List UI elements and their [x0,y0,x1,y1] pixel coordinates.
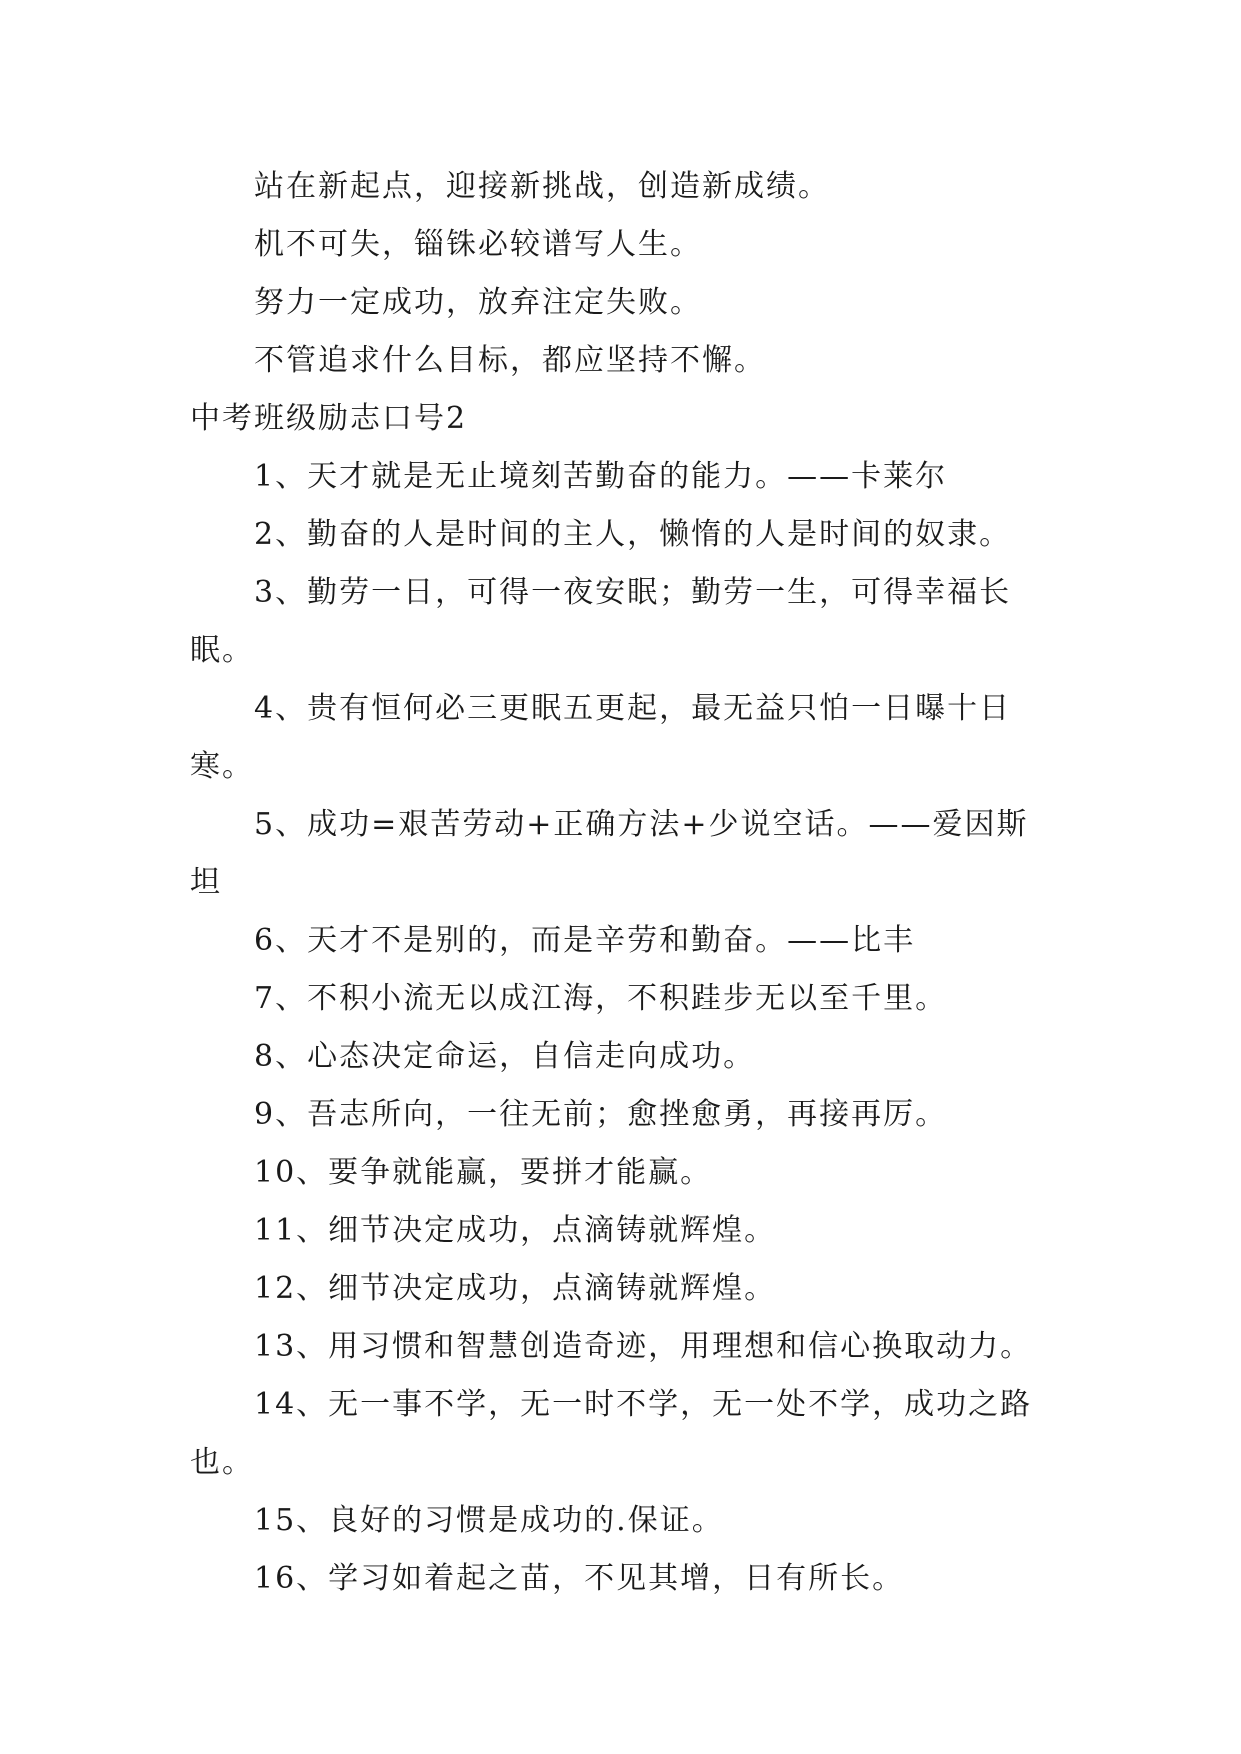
slogan-item: 10、要争就能赢，要拼才能赢。 [254,1155,713,1190]
slogan-item: 3、勤劳一日，可得一夜安眠；勤劳一生，可得幸福长眠。 [190,575,1012,668]
intro-line: 站在新起点，迎接新挑战，创造新成绩。 [254,169,830,204]
slogan-item: 1、天才就是无止境刻苦勤奋的能力。——卡莱尔 [254,459,948,494]
slogan-item: 9、吾志所向，一往无前；愈挫愈勇，再接再厉。 [254,1097,948,1132]
intro-line: 机不可失，锱铢必较谱写人生。 [254,227,702,262]
slogan-item: 16、学习如着起之苗，不见其增，日有所长。 [254,1561,905,1596]
slogan-item: 8、心态决定命运，自信走向成功。 [254,1039,756,1074]
slogan-item: 12、细节决定成功，点滴铸就辉煌。 [254,1271,777,1306]
document-body [190,158,1050,1608]
section-title: 中考班级励志口号2 [190,401,468,436]
slogan-item: 14、无一事不学，无一时不学，无一处不学，成功之路也。 [190,1387,1033,1480]
slogan-item: 6、天才不是别的，而是辛劳和勤奋。——比丰 [254,923,916,958]
slogan-item: 5、成功=艰苦劳动+正确方法+少说空话。——爱因斯坦 [190,807,1029,900]
slogan-item: 2、勤奋的人是时间的主人，懒惰的人是时间的奴隶。 [254,517,1012,552]
intro-line: 努力一定成功，放弃注定失败。 [254,285,702,320]
slogan-item: 11、细节决定成功，点滴铸就辉煌。 [254,1213,777,1248]
intro-line: 不管追求什么目标，都应坚持不懈。 [254,343,766,378]
slogan-item: 4、贵有恒何必三更眠五更起，最无益只怕一日曝十日寒。 [190,691,1012,784]
slogan-item: 7、不积小流无以成江海，不积跬步无以至千里。 [254,981,948,1016]
slogan-item: 13、用习惯和智慧创造奇迹，用理想和信心换取动力。 [254,1329,1033,1364]
slogan-item: 15、良好的习惯是成功的.保证。 [254,1503,724,1538]
